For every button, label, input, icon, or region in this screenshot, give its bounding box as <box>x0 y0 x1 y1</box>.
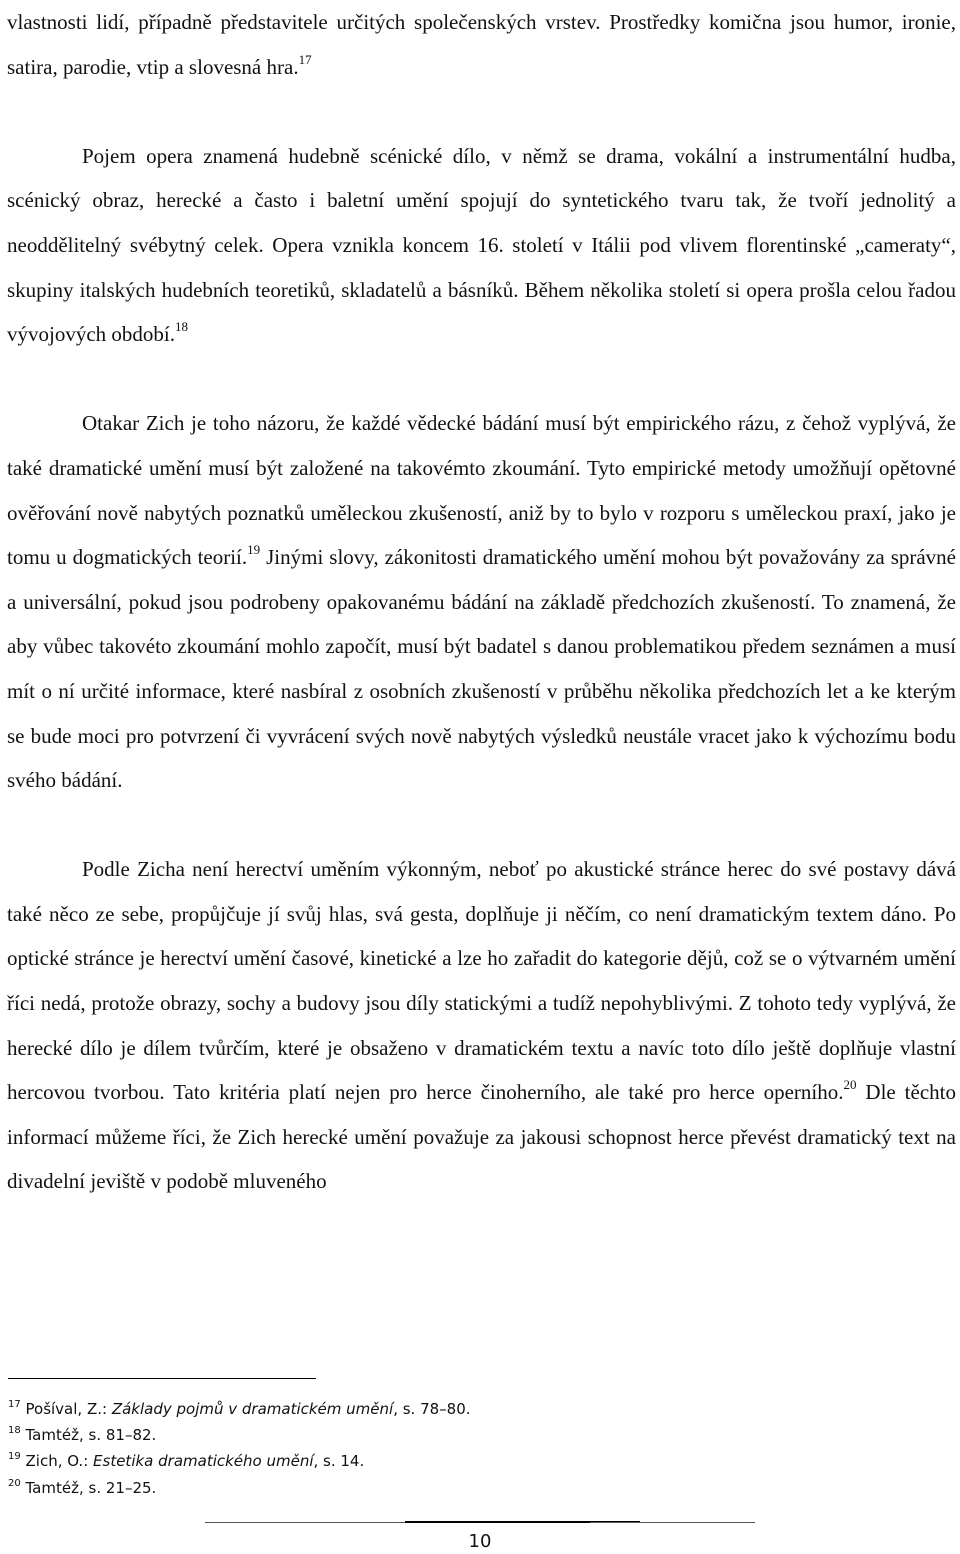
paragraph-zich-empirical <box>7 401 956 802</box>
paragraph-zich-acting <box>7 847 956 1204</box>
footnote-ref-20[interactable]: 20 <box>843 1077 857 1093</box>
paragraph-text: Otakar Zich je toho názoru, že každé vědecké bádání musí být empirického rázu, z čehož vyplývá, že také dramatické umění musí být založené na takovémto zkoumání. Tyto empirické metody umožňují opětovné ověřování nově nabytých poznatků uměleckou zkušeností, aniž by to bylo v rozporu s uměleckou praxí, jako je tomu u dogmatických teorií. <box>7 411 956 570</box>
paragraph-opera <box>7 134 956 357</box>
paragraph-gap <box>7 89 956 134</box>
footnote-text: Tamtéž, s. 21–25. <box>20 1478 157 1497</box>
footnote-text: Zich, O.: <box>20 1452 94 1471</box>
paragraph-text: vlastnosti lidí, případně představitele určitých společenských vrstev. Prostředky komična jsou humor, ironie, satira, parodie, vtip a slovesná hra. <box>7 10 956 79</box>
footnote-number: 17 <box>8 1399 21 1410</box>
footnote-title: Estetika dramatického umění <box>93 1452 314 1471</box>
footnote-ref-19[interactable]: 19 <box>247 542 261 558</box>
footnote-17 <box>8 1396 948 1422</box>
footnote-text: Tamtéž, s. 81–82. <box>20 1426 157 1445</box>
footnotes <box>8 1396 948 1501</box>
footnote-19 <box>8 1448 948 1474</box>
page-number: 10 <box>468 1531 492 1552</box>
paragraph-text: Pojem opera znamená hudebně scénické dílo, v němž se drama, vokální a instrumentální hudba, scénický obraz, herecké a často i baletní umění spojují do syntetického tvaru tak, že tvoří jednolitý a neoddělitelný svébytný celek. Opera vznikla koncem 16. století v Itálii pod vlivem florentinské „cameraty“, skupiny italských hudebních teoretiků, skladatelů a básníků. Během několika století si opera prošla celou řadou vývojových období. <box>7 143 956 347</box>
footnote-number: 19 <box>8 1451 21 1463</box>
footnote-separator <box>8 1378 316 1379</box>
paragraph-text: Dle těchto informací můžeme říci, že Zich herecké umění považuje za jakousi schopnost herce převést dramatický text na divadelní jeviště v podobě mluveného <box>7 1080 956 1194</box>
footnote-18 <box>8 1422 948 1448</box>
paragraph-text: Jinými slovy, zákonitosti dramatického umění mohou být považovány za správné a universální, pokud jsou podrobeny opakovanému bádání na základě předchozích zkušeností. To znamená, že aby vůbec takovéto zkoumání mohlo započít, musí být badatel s danou problematikou předem seznámen a musí mít o ní určité informace, které nasbíral z osobních zkušeností v průběhu několika předchozích let a ke kterým se bude moci pro potvrzení či vyvrácení svých nově nabytých výsledků neustále vracet jako k výchozímu bodu svého bádání. <box>7 545 956 793</box>
footnote-ref-17[interactable]: 17 <box>298 51 312 67</box>
paragraph-text: Podle Zicha není herectví uměním výkonným, neboť po akustické stránce herec do své postavy dává také něco ze sebe, propůjčuje jí svůj hlas, svá gesta, doplňuje ji něčím, co není dramatickým textem dáno. Po optické stránce je herectví umění časové, kinetické a lze ho zařadit do kategorie dějů, což se o výtvarném umění říci nedá, protože obrazy, sochy a budovy jsou díly statickými a tudíž nepohyblivými. Z tohoto tedy vyplývá, že herecké dílo je dílem tvůrčím, které je obsaženo v dramatickém textu a navíc toto dílo ještě doplňuje vlastní hercovou tvorbou. Tato kritéria platí nejen pro herce činoherního, ale také pro herce operního. <box>7 857 956 1105</box>
paragraph-comic <box>7 0 956 89</box>
footnote-number: 18 <box>8 1425 21 1437</box>
paragraph-gap <box>7 803 956 848</box>
footer-rule <box>590 1522 755 1523</box>
paragraph-gap <box>7 357 956 402</box>
footnote-ref-18[interactable]: 18 <box>175 319 188 335</box>
footnote-text: , s. 14. <box>313 1452 365 1471</box>
footnote-20 <box>8 1475 948 1501</box>
footnote-number: 20 <box>8 1477 21 1489</box>
body-text <box>7 0 956 1204</box>
footnote-title: Základy pojmů v dramatickém umění <box>111 1400 394 1418</box>
footnote-text: Pošíval, Z.: <box>20 1400 112 1418</box>
footnote-text: , s. 78–80. <box>393 1400 471 1418</box>
